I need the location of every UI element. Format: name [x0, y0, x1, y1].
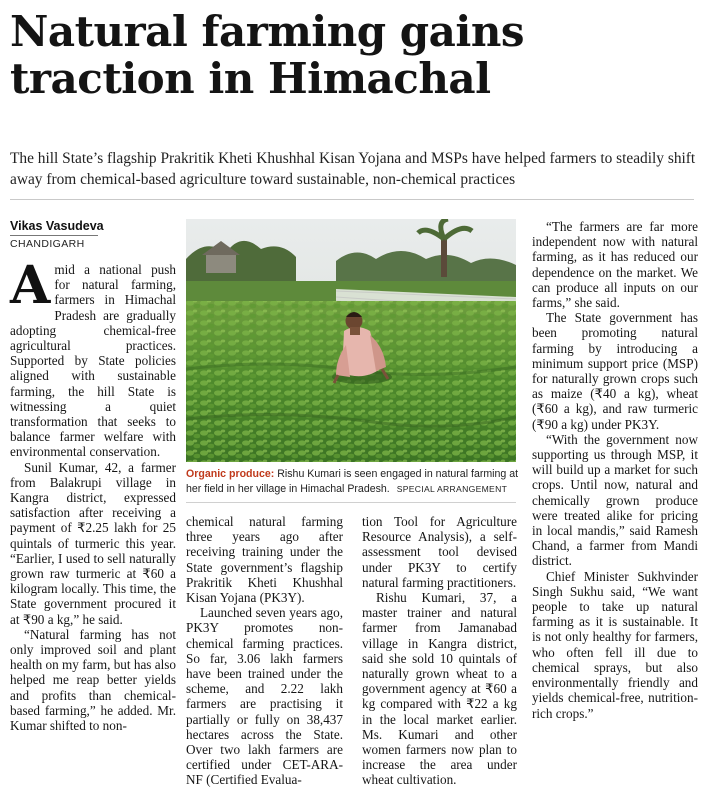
paragraph: Launched seven years ago, PK3Y promotes non-chemical farming practices. So far, 3.06 lakh farmers have been trained under the scheme, and 2.22 lakh farmers are practising it partially or fully on 38,437 hectares across the State. Over two lakh farmers are certified under CET-ARA-NF (Certified Evalua- — [186, 605, 343, 788]
intro-text: mid a national push for natural farming, farmers in Himachal Pradesh are gradually adopting chemical-free agricultural practices. Supported by State policies aligned with sustainable farming, the hill State is witnessing a quiet transformation that seeks to balance farmer welfare with environmental conservation. — [10, 262, 176, 460]
paragraph: “The farmers are far more independent now with natural farming, as it has reduced our dependence on the market. We can produce all inputs on our farms,” she said. — [532, 219, 698, 311]
headline-divider — [10, 199, 694, 200]
photo-woman-in-field — [186, 219, 516, 462]
paragraph: Rishu Kumari, 37, a master trainer and natural farmer from Jamanabad village in Kangra district, said she sold 10 quintals of naturally grown wheat to a government agency at ₹60 a kg compared with ₹22 a kg in the local market earlier. Ms. Kumari and other women farmers now plan to increase the area under wheat cultivation. — [362, 590, 517, 788]
photo-image — [186, 219, 516, 462]
caption-text: Rishu Kumari is seen engaged in natural farming at her field in her village in Himachal Pradesh. — [186, 468, 519, 495]
paragraph: “With the government now supporting us through MSP, it will build up a market for such crops. Until now, natural and chemically grown produce were treated alike for pricing in local mandis,” said Ramesh Chand, a farmer from Mandi district. — [532, 431, 698, 569]
headline-line-1: Natural farming gains — [10, 7, 525, 56]
paragraph: chemical natural farming three years ago after receiving training under the State government’s flagship Prakritik Kheti Khushhal Kisan Yojana (PK3Y). — [186, 514, 343, 606]
standfirst: The hill State’s flagship Prakritik Kheti Khushhal Kisan Yojana and MSPs have helped farmers to steadily shift away from chemical-based agriculture toward sustainable, non-chemical practices — [10, 150, 696, 188]
column-1 — [10, 255, 176, 734]
column-4 — [532, 219, 698, 721]
paragraph: Chief Minister Sukhvinder Singh Sukhu said, “We want people to take up natural farming as it is sustainable. It is not only healthy for farmers, who often fell ill due to chemical sprays, but also environmentally friendly and yields chemical-free, nutrition-rich crops.” — [532, 568, 698, 721]
column-2 — [186, 514, 343, 788]
paragraph: “Natural farming has not only improved soil and plant health on my farm, but has also helped me reap better yields and profits than chemical-based farming,” he added. Mr. Kumar shifted to non- — [10, 626, 176, 734]
paragraph: Sunil Kumar, 42, a farmer from Balakrupi village in Kangra district, expressed satisfaction after receiving a payment of ₹2.25 lakh for 25 quintals of turmeric this year. “Earlier, I used to sell naturally grown raw turmeric at ₹60 a kilogram locally. This time, the State government procured it at ₹90 a kg,” he said. — [10, 459, 176, 627]
author-name: Vikas Vasudeva — [10, 219, 104, 233]
author-underline — [10, 235, 98, 236]
dateline: CHANDIGARH — [10, 238, 85, 250]
caption-credit: SPECIAL ARRANGEMENT — [396, 484, 508, 494]
column-3 — [362, 514, 517, 788]
headline — [10, 8, 700, 102]
caption-label: Organic produce: — [186, 468, 275, 480]
paragraph: tion Tool for Agriculture Resource Analysis), a self-assessment tool devised under PK3Y to certify natural farming practitioners. — [362, 514, 517, 590]
photo-caption — [186, 467, 520, 497]
paragraph-intro — [10, 255, 176, 460]
byline — [10, 219, 180, 251]
headline-line-2: traction in Himachal — [10, 54, 491, 103]
paragraph: The State government has been promoting natural farming by introducing a minimum support price (MSP) for naturally grown crops such as maize (₹40 a kg), wheat (₹60 a kg), and raw turmeric (₹90 a kg) under PK3Y. — [532, 310, 698, 432]
caption-divider — [186, 502, 516, 503]
drop-cap: A — [10, 255, 51, 316]
